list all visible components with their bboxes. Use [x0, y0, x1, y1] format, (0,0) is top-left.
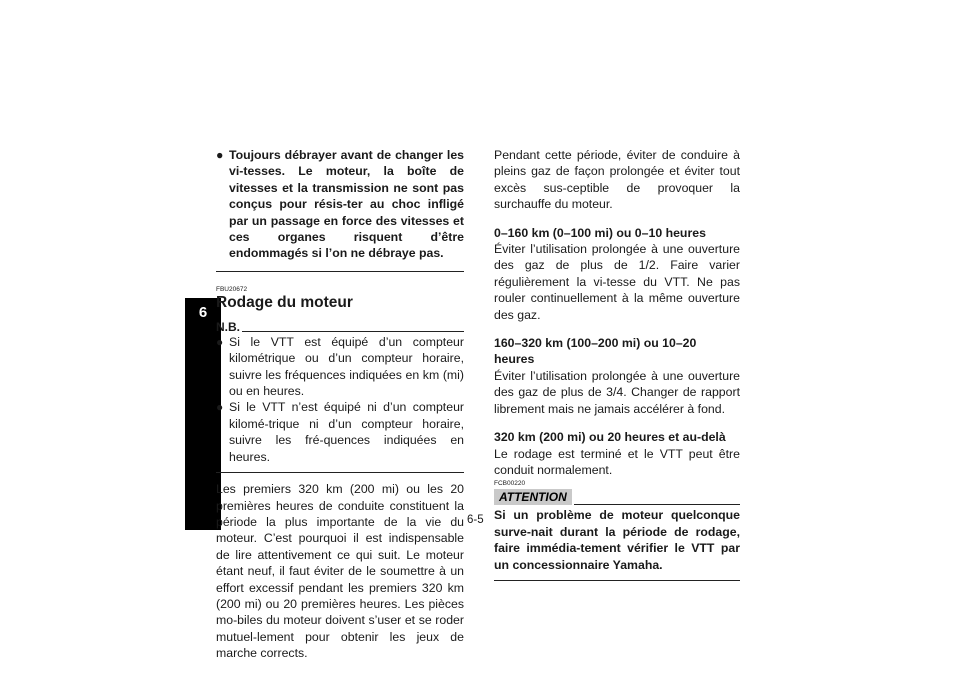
- bullet-icon: ●: [216, 334, 224, 349]
- stage1-text: Éviter l’utilisation prolongée à une ouverture des gaz de plus de 1/2. Faire varier régulièrement la vi-tesse du VTT. Ne pas rouler continuellement à la même ouverture des gaz.: [494, 242, 740, 322]
- attention-rule: [574, 504, 740, 505]
- right-column: [494, 147, 740, 581]
- warning-divider: [216, 271, 464, 272]
- nb-rule: [242, 331, 464, 332]
- stage2-text: Éviter l’utilisation prolongée à une ouverture des gaz de plus de 3/4. Changer de rapport librement mais ne jamais accélérer à fond.: [494, 368, 740, 416]
- attention-end-rule: [494, 580, 740, 581]
- nb-label: N.B.: [216, 319, 240, 334]
- warning-bullet: [216, 147, 464, 262]
- attention-label: ATTENTION: [494, 489, 572, 505]
- left-column: [216, 147, 464, 662]
- warning-text: Toujours débrayer avant de changer les vi-tesses. Le moteur, la boîte de vitesses et la transmission ne sont pas conçus pour résis-ter au choc infligé par un passage en force des vitesses et ces organes risquent d’être endommagés si l’on ne débraye pas.: [229, 148, 464, 261]
- intro-paragraph: Pendant cette période, éviter de conduire à pleins gaz de façon prolongée et éviter tout excès sus-ceptible de provoquer la surchauffe du moteur.: [494, 148, 740, 212]
- bullet-icon: ●: [216, 400, 224, 415]
- nb-item: [216, 334, 464, 400]
- attention-code: FCB00220: [494, 480, 526, 488]
- chapter-tab-number: 6: [198, 304, 208, 321]
- stage2-title: 160–320 km (100–200 mi) ou 10–20 heures: [494, 336, 697, 367]
- stage3-title: 320 km (200 mi) ou 20 heures et au-delà: [494, 430, 726, 445]
- stage3-text: Le rodage est terminé et le VTT peut être conduit normalement.: [494, 446, 740, 477]
- nb-item: [216, 399, 464, 465]
- nb-item-text: Si le VTT est équipé d’un compteur kilométrique ou d’un compteur horaire, suivre les fréquences indiquées en km (mi) ou en heures.: [229, 334, 464, 399]
- section-heading: Rodage du moteur: [216, 293, 353, 311]
- nb-end-rule: [216, 472, 464, 473]
- attention-text: Si un problème de moteur quelconque surve-nait durant la période de rodage, faire immédia-tement vérifier le VTT par un concessionnaire Yamaha.: [494, 508, 740, 572]
- nb-header: [216, 321, 464, 334]
- stage1-title: 0–160 km (0–100 mi) ou 0–10 heures: [494, 225, 706, 240]
- nb-item-text: Si le VTT n’est équipé ni d’un compteur kilomé-trique ni d’un compteur horaire, suivre les fré-quences indiquées en heures.: [229, 400, 464, 464]
- attention-header: [494, 489, 740, 505]
- break-in-paragraph: Les premiers 320 km (200 mi) ou les 20 premières heures de conduite constituent la période la plus importante de la vie du moteur. C’est pourquoi il est indispensable de lire attentivement ce qui suit. Le moteur étant neuf, il faut éviter de le soumettre à un effort excessif pendant les premiers 320 km (200 mi) ou 20 premières heures. Les pièces mo-biles du moteur doivent s’user et se roder mutuel-lement pour obtenir les jeux de marche corrects.: [216, 482, 464, 661]
- page-number: 6-5: [467, 514, 484, 526]
- bullet-icon: ●: [216, 148, 224, 162]
- section-code: FBU20672: [216, 285, 248, 293]
